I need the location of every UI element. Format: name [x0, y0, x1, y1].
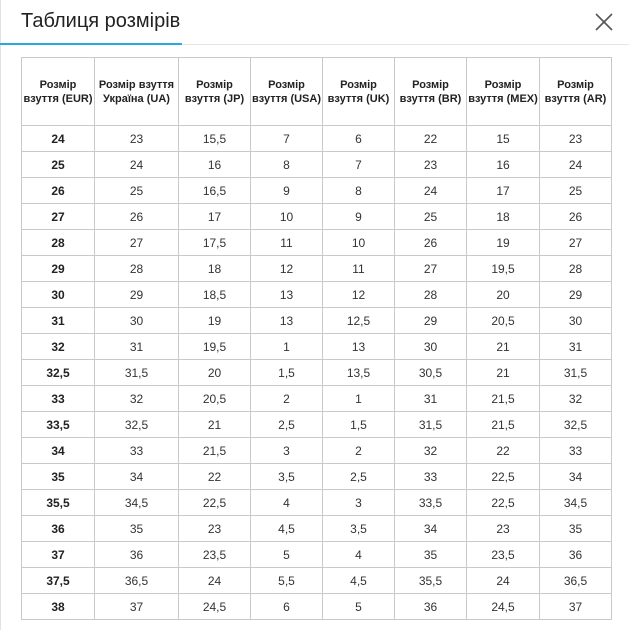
size-cell: 16	[467, 152, 540, 178]
size-cell: 23	[95, 126, 179, 152]
size-cell: 4,5	[251, 516, 323, 542]
size-cell: 2,5	[251, 412, 323, 438]
size-cell: 15	[467, 126, 540, 152]
table-row	[22, 464, 612, 490]
eur-size-cell: 25	[22, 152, 95, 178]
size-cell: 7	[251, 126, 323, 152]
size-cell: 33	[95, 438, 179, 464]
size-cell: 9	[323, 204, 395, 230]
size-table-container	[21, 57, 612, 620]
size-cell: 35,5	[395, 568, 467, 594]
size-cell: 5	[251, 542, 323, 568]
size-cell: 21	[467, 334, 540, 360]
size-cell: 32,5	[540, 412, 612, 438]
table-row	[22, 230, 612, 256]
size-cell: 19	[467, 230, 540, 256]
size-cell: 11	[251, 230, 323, 256]
eur-size-cell: 35	[22, 464, 95, 490]
size-cell: 23,5	[179, 542, 251, 568]
table-row	[22, 490, 612, 516]
size-cell: 28	[540, 256, 612, 282]
table-row	[22, 516, 612, 542]
size-cell: 32,5	[95, 412, 179, 438]
size-cell: 2,5	[323, 464, 395, 490]
size-cell: 24	[467, 568, 540, 594]
eur-size-cell: 32	[22, 334, 95, 360]
table-row	[22, 412, 612, 438]
size-cell: 37	[540, 594, 612, 620]
size-cell: 6	[251, 594, 323, 620]
size-cell: 23	[179, 516, 251, 542]
size-cell: 1,5	[323, 412, 395, 438]
size-cell: 24,5	[467, 594, 540, 620]
size-cell: 34	[395, 516, 467, 542]
size-cell: 24	[179, 568, 251, 594]
size-cell: 21	[179, 412, 251, 438]
column-header: Розмір взуття (AR)	[540, 58, 612, 126]
column-header: Розмір взуття (USA)	[251, 58, 323, 126]
size-cell: 26	[540, 204, 612, 230]
eur-size-cell: 37	[22, 542, 95, 568]
size-cell: 13	[323, 334, 395, 360]
size-cell: 10	[251, 204, 323, 230]
size-cell: 21,5	[467, 412, 540, 438]
eur-size-cell: 30	[22, 282, 95, 308]
size-cell: 8	[251, 152, 323, 178]
size-cell: 3	[323, 490, 395, 516]
size-cell: 33	[395, 464, 467, 490]
column-header: Розмір взуття Україна (UA)	[95, 58, 179, 126]
size-cell: 8	[323, 178, 395, 204]
size-cell: 23,5	[467, 542, 540, 568]
size-cell: 5,5	[251, 568, 323, 594]
size-table	[21, 57, 612, 620]
eur-size-cell: 33,5	[22, 412, 95, 438]
size-cell: 19,5	[467, 256, 540, 282]
table-body	[22, 126, 612, 620]
table-row	[22, 334, 612, 360]
size-cell: 22,5	[179, 490, 251, 516]
size-cell: 1	[251, 334, 323, 360]
eur-size-cell: 31	[22, 308, 95, 334]
size-cell: 20	[467, 282, 540, 308]
size-cell: 30,5	[395, 360, 467, 386]
size-cell: 30	[395, 334, 467, 360]
size-cell: 36	[95, 542, 179, 568]
size-cell: 13,5	[323, 360, 395, 386]
size-cell: 24,5	[179, 594, 251, 620]
column-header: Розмір взуття (UK)	[323, 58, 395, 126]
size-cell: 7	[323, 152, 395, 178]
size-cell: 35	[95, 516, 179, 542]
size-cell: 26	[395, 230, 467, 256]
eur-size-cell: 29	[22, 256, 95, 282]
size-cell: 31,5	[395, 412, 467, 438]
size-cell: 3	[251, 438, 323, 464]
size-cell: 19	[179, 308, 251, 334]
dialog-header	[0, 0, 629, 45]
size-cell: 22	[395, 126, 467, 152]
size-cell: 30	[540, 308, 612, 334]
size-cell: 29	[540, 282, 612, 308]
eur-size-cell: 24	[22, 126, 95, 152]
table-row	[22, 360, 612, 386]
size-cell: 9	[251, 178, 323, 204]
table-row	[22, 256, 612, 282]
table-row	[22, 386, 612, 412]
size-cell: 23	[395, 152, 467, 178]
size-cell: 2	[323, 438, 395, 464]
table-row	[22, 568, 612, 594]
size-cell: 20,5	[467, 308, 540, 334]
size-cell: 27	[540, 230, 612, 256]
column-header: Розмір взуття (JP)	[179, 58, 251, 126]
size-cell: 27	[95, 230, 179, 256]
column-header: Розмір взуття (MEX)	[467, 58, 540, 126]
eur-size-cell: 28	[22, 230, 95, 256]
column-header: Розмір взуття (EUR)	[22, 58, 95, 126]
size-cell: 18	[467, 204, 540, 230]
size-cell: 22,5	[467, 490, 540, 516]
size-cell: 16	[179, 152, 251, 178]
size-cell: 37	[95, 594, 179, 620]
table-row	[22, 594, 612, 620]
size-cell: 12,5	[323, 308, 395, 334]
eur-size-cell: 32,5	[22, 360, 95, 386]
size-cell: 18,5	[179, 282, 251, 308]
size-cell: 26	[95, 204, 179, 230]
size-cell: 24	[540, 152, 612, 178]
size-cell: 25	[95, 178, 179, 204]
size-cell: 25	[540, 178, 612, 204]
size-cell: 22,5	[467, 464, 540, 490]
table-row	[22, 152, 612, 178]
size-cell: 28	[395, 282, 467, 308]
size-cell: 24	[95, 152, 179, 178]
size-cell: 13	[251, 308, 323, 334]
size-cell: 25	[395, 204, 467, 230]
eur-size-cell: 27	[22, 204, 95, 230]
size-cell: 22	[467, 438, 540, 464]
size-cell: 30	[95, 308, 179, 334]
size-cell: 17	[467, 178, 540, 204]
size-cell: 18	[179, 256, 251, 282]
size-cell: 34	[540, 464, 612, 490]
size-cell: 31	[540, 334, 612, 360]
size-cell: 20	[179, 360, 251, 386]
size-cell: 32	[395, 438, 467, 464]
dialog-title: Таблиця розмірів	[21, 10, 181, 32]
size-cell: 19,5	[179, 334, 251, 360]
dialog-edge	[0, 0, 1, 630]
size-cell: 10	[323, 230, 395, 256]
size-cell: 23	[467, 516, 540, 542]
size-cell: 11	[323, 256, 395, 282]
table-row	[22, 542, 612, 568]
size-cell: 4	[323, 542, 395, 568]
size-cell: 5	[323, 594, 395, 620]
table-row	[22, 282, 612, 308]
eur-size-cell: 35,5	[22, 490, 95, 516]
size-cell: 20,5	[179, 386, 251, 412]
eur-size-cell: 26	[22, 178, 95, 204]
size-cell: 23	[540, 126, 612, 152]
size-cell: 12	[323, 282, 395, 308]
size-cell: 21,5	[179, 438, 251, 464]
size-cell: 17,5	[179, 230, 251, 256]
size-cell: 36	[540, 542, 612, 568]
size-cell: 27	[395, 256, 467, 282]
eur-size-cell: 36	[22, 516, 95, 542]
size-cell: 36,5	[540, 568, 612, 594]
size-cell: 4,5	[323, 568, 395, 594]
size-cell: 21	[467, 360, 540, 386]
eur-size-cell: 34	[22, 438, 95, 464]
size-cell: 3,5	[251, 464, 323, 490]
size-cell: 31	[395, 386, 467, 412]
size-cell: 31,5	[95, 360, 179, 386]
table-row	[22, 308, 612, 334]
size-cell: 21,5	[467, 386, 540, 412]
size-cell: 31,5	[540, 360, 612, 386]
size-cell: 32	[540, 386, 612, 412]
size-cell: 33	[540, 438, 612, 464]
close-icon	[593, 11, 615, 33]
table-header-row	[22, 58, 612, 126]
size-cell: 32	[95, 386, 179, 412]
title-underline	[0, 43, 182, 45]
size-cell: 2	[251, 386, 323, 412]
size-cell: 28	[95, 256, 179, 282]
size-cell: 4	[251, 490, 323, 516]
eur-size-cell: 38	[22, 594, 95, 620]
size-cell: 36,5	[95, 568, 179, 594]
table-row	[22, 204, 612, 230]
size-cell: 24	[395, 178, 467, 204]
size-cell: 13	[251, 282, 323, 308]
size-cell: 22	[179, 464, 251, 490]
size-cell: 35	[540, 516, 612, 542]
size-cell: 12	[251, 256, 323, 282]
size-cell: 31	[95, 334, 179, 360]
size-cell: 34	[95, 464, 179, 490]
column-header: Розмір взуття (BR)	[395, 58, 467, 126]
size-cell: 6	[323, 126, 395, 152]
eur-size-cell: 33	[22, 386, 95, 412]
table-row	[22, 126, 612, 152]
size-cell: 3,5	[323, 516, 395, 542]
size-cell: 35	[395, 542, 467, 568]
table-row	[22, 438, 612, 464]
size-cell: 16,5	[179, 178, 251, 204]
size-cell: 33,5	[395, 490, 467, 516]
size-cell: 29	[95, 282, 179, 308]
size-cell: 1,5	[251, 360, 323, 386]
close-button[interactable]	[593, 11, 615, 33]
table-row	[22, 178, 612, 204]
size-cell: 15,5	[179, 126, 251, 152]
size-cell: 29	[395, 308, 467, 334]
eur-size-cell: 37,5	[22, 568, 95, 594]
size-cell: 34,5	[95, 490, 179, 516]
size-cell: 34,5	[540, 490, 612, 516]
size-cell: 17	[179, 204, 251, 230]
size-cell: 1	[323, 386, 395, 412]
size-cell: 36	[395, 594, 467, 620]
